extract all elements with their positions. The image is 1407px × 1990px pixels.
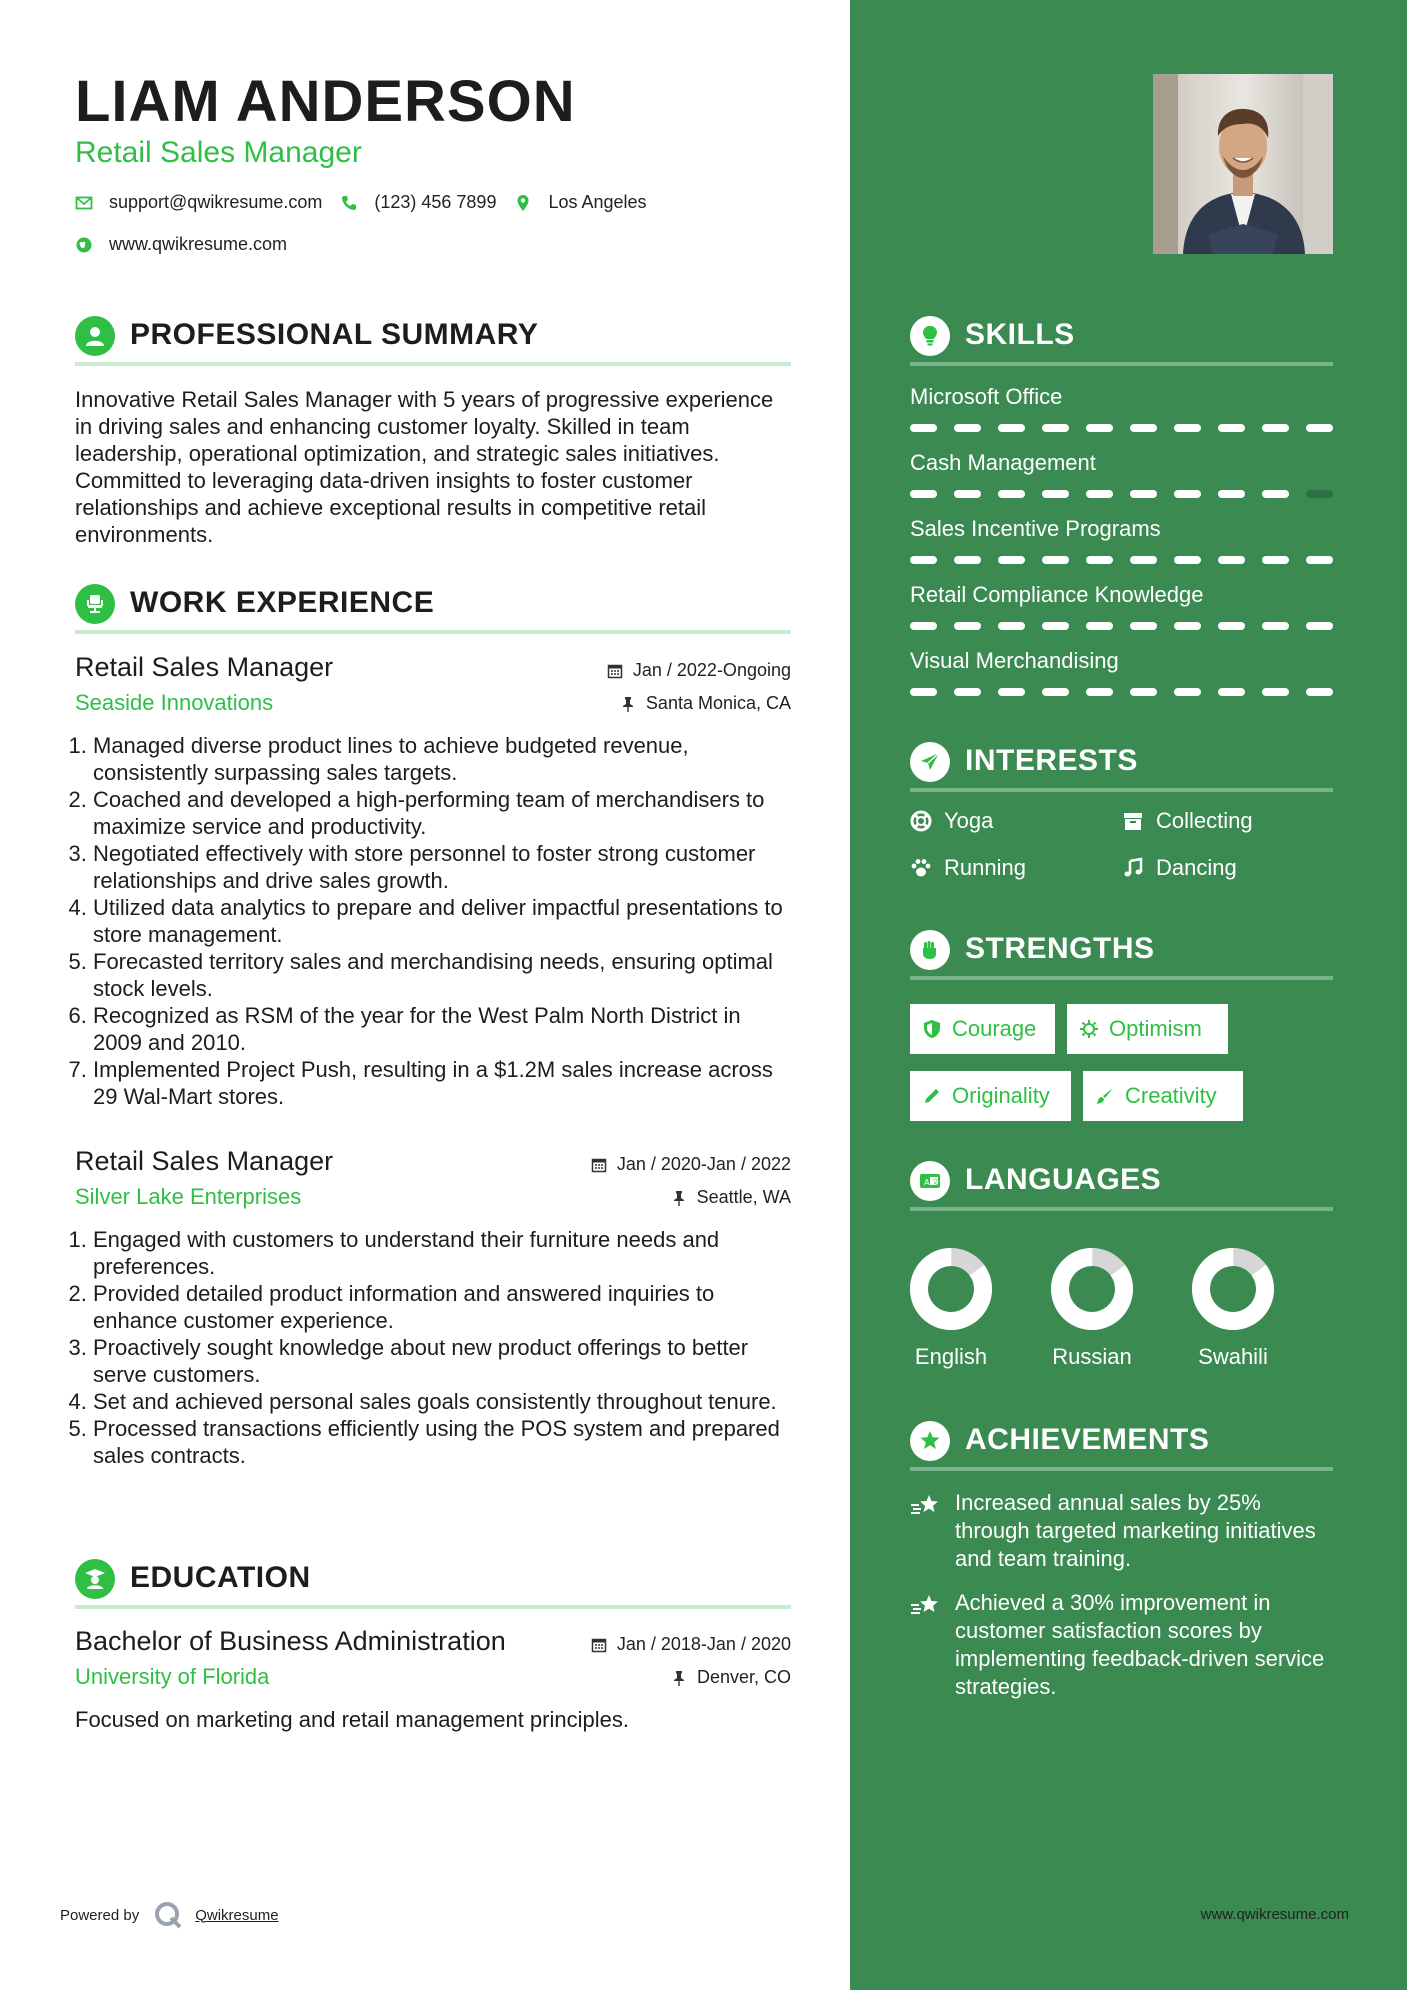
skill-dash xyxy=(1306,688,1333,696)
contact-location: Los Angeles xyxy=(548,192,647,212)
skill-dash xyxy=(998,556,1025,564)
sun-icon xyxy=(1079,1019,1099,1039)
job-date xyxy=(607,660,791,681)
skill-dash xyxy=(1306,490,1333,498)
shooting-star-icon xyxy=(910,1593,942,1621)
paw-icon xyxy=(910,857,932,879)
skill-label: Visual Merchandising xyxy=(910,648,1119,673)
svg-text:文: 文 xyxy=(931,1178,939,1186)
job-location xyxy=(620,693,791,714)
skill-dash xyxy=(954,490,981,498)
powered-by xyxy=(60,1900,279,1930)
language-icon xyxy=(910,1161,950,1201)
calendar-icon xyxy=(607,663,623,679)
skill-dash xyxy=(1042,556,1069,564)
pencil-icon xyxy=(922,1086,942,1106)
skill-dash xyxy=(1130,622,1157,630)
summary-text: Innovative Retail Sales Manager with 5 years of progressive experience in driving sales and enhancing customer loyalty. Skilled in team leadership, operational optimization, and strategic sales initiatives. Committed to leveraging data-driven insights to foster customer relationships and achieve exceptional results in competitive retail environments. xyxy=(75,387,774,547)
languages-section-header xyxy=(910,1157,1333,1211)
strength-label: Creativity xyxy=(1125,1083,1217,1108)
calendar-icon xyxy=(591,1157,607,1173)
skill-dash xyxy=(910,688,937,696)
strengths-section-header xyxy=(910,926,1333,980)
job-bullets xyxy=(72,732,793,1110)
list-item: 4. Utilized data analytics to prepare and deliver impactful presentations to store management. xyxy=(93,894,793,948)
education-description: Focused on marketing and retail management principles. xyxy=(75,1707,629,1732)
skill-dash xyxy=(1262,490,1289,498)
map-pin-icon xyxy=(514,194,532,212)
experience-heading: WORK EXPERIENCE xyxy=(130,586,435,619)
skill-item xyxy=(910,648,1333,674)
job-date xyxy=(591,1154,791,1175)
list-item: 3. Negotiated effectively with store personnel to foster strong customer relationships and drive sales growth. xyxy=(93,840,793,894)
strength-tag xyxy=(1067,1004,1228,1054)
shield-icon xyxy=(922,1019,942,1039)
paintbrush-icon xyxy=(1095,1086,1115,1106)
music-note-icon xyxy=(1122,857,1144,879)
education-date-text: Jan / 2018-Jan / 2020 xyxy=(616,1634,791,1654)
brand-link[interactable]: Qwikresume xyxy=(195,1906,279,1924)
education-heading: EDUCATION xyxy=(130,1561,311,1594)
footer-site[interactable]: www.qwikresume.com xyxy=(1200,1906,1349,1923)
skill-dash xyxy=(1174,556,1201,564)
interest-label: Yoga xyxy=(944,808,994,833)
skill-dash xyxy=(1130,490,1157,498)
skill-item xyxy=(910,516,1333,542)
phone-icon xyxy=(340,194,358,212)
list-item: 6. Recognized as RSM of the year for the West Palm North District in 2009 and 2010. xyxy=(93,1002,793,1056)
skill-dash xyxy=(1262,556,1289,564)
job-location-text: Santa Monica, CA xyxy=(645,693,791,713)
skill-dash xyxy=(954,622,981,630)
donut-value-arc xyxy=(906,1244,995,1333)
strength-tag xyxy=(1083,1071,1243,1121)
skill-dash xyxy=(1042,688,1069,696)
candidate-title: Retail Sales Manager xyxy=(75,136,362,169)
strength-label: Courage xyxy=(952,1016,1037,1041)
language-item xyxy=(886,1244,1016,1369)
language-label: Swahili xyxy=(1198,1344,1268,1369)
website-row xyxy=(75,234,305,255)
interest-label: Running xyxy=(944,855,1026,880)
skill-dash xyxy=(1262,688,1289,696)
skill-rating xyxy=(910,622,1333,630)
list-item: 2. Coached and developed a high-performing team of merchandisers to maximize service and productivity. xyxy=(93,786,793,840)
pushpin-icon xyxy=(671,1670,687,1686)
contact-website[interactable]: www.qwikresume.com xyxy=(109,234,288,254)
list-item: 2. Provided detailed product information and answered inquiries to enhance customer experience. xyxy=(93,1280,793,1334)
skill-item xyxy=(910,582,1333,608)
donut-value-arc xyxy=(1047,1244,1136,1333)
summary-heading: PROFESSIONAL SUMMARY xyxy=(130,318,539,351)
shooting-star-icon xyxy=(910,1493,942,1521)
skill-dash xyxy=(1130,424,1157,432)
skill-dash xyxy=(1174,688,1201,696)
archive-box-icon xyxy=(1122,810,1144,832)
contact-email[interactable]: support@qwikresume.com xyxy=(109,192,323,212)
skill-dash xyxy=(1218,622,1245,630)
skills-heading: SKILLS xyxy=(965,318,1075,351)
interests-section-header xyxy=(910,738,1333,792)
list-item: 3. Proactively sought knowledge about new product offerings to better serve customers. xyxy=(93,1334,793,1388)
list-item: 7. Implemented Project Push, resulting in a $1.2M sales increase across 29 Wal-Mart stores. xyxy=(93,1056,793,1110)
skill-dash xyxy=(998,622,1025,630)
interest-item xyxy=(910,808,993,834)
powered-by-label: Powered by xyxy=(60,1906,140,1924)
skill-dash xyxy=(1042,622,1069,630)
interest-label: Collecting xyxy=(1156,808,1253,833)
user-icon xyxy=(75,316,115,356)
chair-icon xyxy=(75,584,115,624)
star-badge-icon xyxy=(910,1421,950,1461)
skill-dash xyxy=(998,424,1025,432)
skill-dash xyxy=(1086,490,1113,498)
skill-dash xyxy=(1306,424,1333,432)
contact-phone[interactable]: (123) 456 7899 xyxy=(374,192,497,212)
interest-item xyxy=(1122,855,1237,881)
skill-label: Cash Management xyxy=(910,450,1096,475)
interest-item xyxy=(910,855,1026,881)
education-section-header xyxy=(75,1555,791,1609)
qwikresume-logo-icon xyxy=(153,1900,183,1930)
skill-rating xyxy=(910,490,1333,498)
strengths-heading: STRENGTHS xyxy=(965,932,1155,965)
job-location-text: Seattle, WA xyxy=(696,1187,791,1207)
skill-dash xyxy=(1262,622,1289,630)
profile-photo xyxy=(1153,74,1333,254)
skill-dash xyxy=(1174,424,1201,432)
donut-value-arc xyxy=(1188,1244,1277,1333)
experience-section-header xyxy=(75,580,791,634)
job-company: Silver Lake Enterprises xyxy=(75,1184,302,1209)
interest-label: Dancing xyxy=(1156,855,1237,880)
strength-tag xyxy=(910,1004,1055,1054)
achievements-heading: ACHIEVEMENTS xyxy=(965,1423,1210,1456)
education-school: University of Florida xyxy=(75,1664,270,1689)
education-date xyxy=(591,1634,791,1655)
list-item: 5. Forecasted territory sales and merchandising needs, ensuring optimal stock levels. xyxy=(93,948,793,1002)
achievements-section-header xyxy=(910,1417,1333,1471)
skill-dash xyxy=(910,490,937,498)
interest-item xyxy=(1122,808,1253,834)
skill-dash xyxy=(1262,424,1289,432)
skill-dash xyxy=(1218,424,1245,432)
skill-dash xyxy=(1042,490,1069,498)
language-item xyxy=(1168,1244,1298,1369)
calendar-icon xyxy=(591,1637,607,1653)
skill-dash xyxy=(1306,622,1333,630)
contact-row xyxy=(75,192,665,213)
interests-heading: INTERESTS xyxy=(965,744,1138,777)
skill-dash xyxy=(954,688,981,696)
skill-dash xyxy=(1086,622,1113,630)
languages-heading: LANGUAGES xyxy=(965,1163,1162,1196)
envelope-icon xyxy=(75,194,93,212)
lightbulb-icon xyxy=(910,316,950,356)
list-item: 1. Managed diverse product lines to achieve budgeted revenue, consistently surpassing sales targets. xyxy=(93,732,793,786)
education-location xyxy=(671,1667,791,1688)
summary-section-header xyxy=(75,312,791,366)
paper-plane-icon xyxy=(910,742,950,782)
skill-item xyxy=(910,450,1333,476)
skill-dash xyxy=(998,688,1025,696)
pushpin-icon xyxy=(620,696,636,712)
pushpin-icon xyxy=(671,1190,687,1206)
skill-dash xyxy=(1130,688,1157,696)
svg-text:A: A xyxy=(924,1178,930,1187)
skill-dash xyxy=(1218,490,1245,498)
achievement-text: Increased annual sales by 25% through targeted marketing initiatives and team training. xyxy=(955,1490,1316,1571)
skill-rating xyxy=(910,424,1333,432)
skill-dash xyxy=(1042,424,1069,432)
job-location xyxy=(671,1187,791,1208)
candidate-name: LIAM ANDERSON xyxy=(75,69,576,134)
skill-label: Microsoft Office xyxy=(910,384,1063,409)
skill-rating xyxy=(910,688,1333,696)
skills-section-header xyxy=(910,312,1333,366)
job-title: Retail Sales Manager xyxy=(75,652,334,682)
skill-label: Sales Incentive Programs xyxy=(910,516,1161,541)
lifebuoy-icon xyxy=(910,810,932,832)
strength-label: Optimism xyxy=(1109,1016,1202,1041)
skill-rating xyxy=(910,556,1333,564)
list-item: 1. Engaged with customers to understand their furniture needs and preferences. xyxy=(93,1226,793,1280)
skill-dash xyxy=(1306,556,1333,564)
skill-dash xyxy=(1086,424,1113,432)
skill-dash xyxy=(1174,490,1201,498)
graduate-icon xyxy=(75,1559,115,1599)
fist-icon xyxy=(910,930,950,970)
job-bullets xyxy=(72,1226,793,1469)
skill-dash xyxy=(910,424,937,432)
skill-dash xyxy=(954,424,981,432)
list-item: 4. Set and achieved personal sales goals consistently throughout tenure. xyxy=(93,1388,793,1415)
skill-dash xyxy=(1218,688,1245,696)
strength-label: Originality xyxy=(952,1083,1050,1108)
skill-item xyxy=(910,384,1333,410)
strength-tag xyxy=(910,1071,1071,1121)
achievement-text: Achieved a 30% improvement in customer satisfaction scores by implementing feedback-driven service strategies. xyxy=(955,1590,1325,1699)
skill-dash xyxy=(1086,688,1113,696)
education-location-text: Denver, CO xyxy=(696,1667,791,1687)
job-date-text: Jan / 2020-Jan / 2022 xyxy=(616,1154,791,1174)
skill-dash xyxy=(1130,556,1157,564)
globe-icon xyxy=(75,236,93,254)
language-label: Russian xyxy=(1052,1344,1132,1369)
job-title: Retail Sales Manager xyxy=(75,1146,334,1176)
language-donut xyxy=(1168,1244,1298,1334)
language-item xyxy=(1027,1244,1157,1369)
sidebar xyxy=(850,0,1407,1990)
language-donut xyxy=(886,1244,1016,1334)
skill-label: Retail Compliance Knowledge xyxy=(910,582,1204,607)
skill-dash xyxy=(954,556,981,564)
skill-dash xyxy=(1174,622,1201,630)
skill-dash xyxy=(998,490,1025,498)
list-item: 5. Processed transactions efficiently using the POS system and prepared sales contracts. xyxy=(93,1415,793,1469)
education-degree: Bachelor of Business Administration xyxy=(75,1626,506,1656)
skill-dash xyxy=(910,556,937,564)
skill-dash xyxy=(910,622,937,630)
language-label: English xyxy=(914,1344,988,1369)
skill-dash xyxy=(1086,556,1113,564)
job-company: Seaside Innovations xyxy=(75,690,274,715)
job-date-text: Jan / 2022-Ongoing xyxy=(632,660,791,680)
skill-dash xyxy=(1218,556,1245,564)
language-donut xyxy=(1027,1244,1157,1334)
